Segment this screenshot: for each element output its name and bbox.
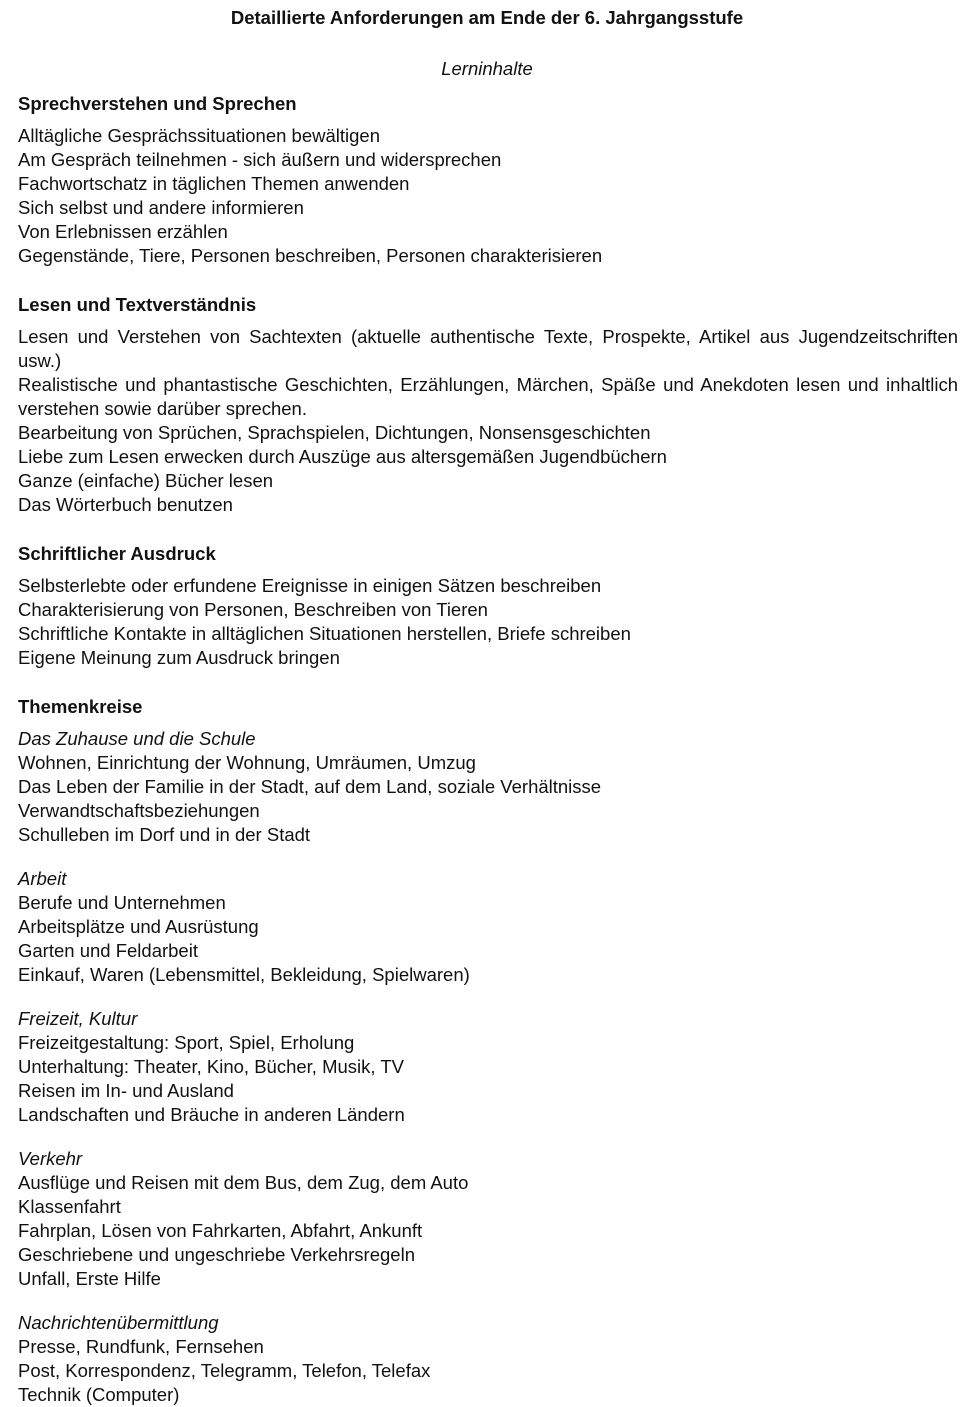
list-item: Sich selbst und andere informieren xyxy=(18,197,304,218)
list-item: Post, Korrespondenz, Telegramm, Telefon, Telefax xyxy=(18,1360,431,1381)
list-item: Ausflüge und Reisen mit dem Bus, dem Zug, dem Auto xyxy=(18,1172,469,1193)
list-item: Schriftliche Kontakte in alltäglichen Situationen herstellen, Briefe schreiben xyxy=(18,623,631,644)
theme-group-zuhause xyxy=(18,727,958,847)
theme-group-title: Nachrichtenübermittlung xyxy=(18,1312,219,1333)
list-item: Liebe zum Lesen erwecken durch Auszüge aus altersgemäßen Jugendbüchern xyxy=(18,446,667,467)
theme-group-title: Das Zuhause und die Schule xyxy=(18,728,256,749)
list-item: Presse, Rundfunk, Fernsehen xyxy=(18,1336,264,1357)
list-item: Klassenfahrt xyxy=(18,1196,121,1217)
theme-group-title: Freizeit, Kultur xyxy=(18,1008,138,1029)
list-item: Arbeitsplätze und Ausrüstung xyxy=(18,916,259,937)
section-themenkreise xyxy=(18,695,958,1407)
theme-group-verkehr xyxy=(18,1147,958,1291)
theme-group-title: Arbeit xyxy=(18,868,67,889)
section-sprechverstehen xyxy=(18,92,958,268)
list-item: Fahrplan, Lösen von Fahrkarten, Abfahrt, Ankunft xyxy=(18,1220,423,1241)
list-item: Schulleben im Dorf und in der Stadt xyxy=(18,824,311,845)
list-item: Technik (Computer) xyxy=(18,1384,180,1405)
document-subtitle: Lerninhalte xyxy=(441,58,533,79)
list-item: Realistische und phantastische Geschichten, Erzählungen, Märchen, Späße und Anekdoten lesen und inhaltlich verstehen sowie darüber sprechen. xyxy=(18,374,958,419)
list-item: Verwandtschaftsbeziehungen xyxy=(18,800,260,821)
list-item: Das Leben der Familie in der Stadt, auf dem Land, soziale Verhältnisse xyxy=(18,776,602,797)
list-item: Unterhaltung: Theater, Kino, Bücher, Musik, TV xyxy=(18,1056,404,1077)
list-item: Am Gespräch teilnehmen - sich äußern und widersprechen xyxy=(18,149,502,170)
list-item: Eigene Meinung zum Ausdruck bringen xyxy=(18,647,340,668)
list-item: Landschaften und Bräuche in anderen Ländern xyxy=(18,1104,405,1125)
list-item: Berufe und Unternehmen xyxy=(18,892,226,913)
list-item: Fachwortschatz in täglichen Themen anwenden xyxy=(18,173,410,194)
list-item: Gegenstände, Tiere, Personen beschreiben, Personen charakterisieren xyxy=(18,245,603,266)
list-item: Reisen im In- und Ausland xyxy=(18,1080,234,1101)
list-item: Charakterisierung von Personen, Beschreiben von Tieren xyxy=(18,599,488,620)
list-item: Alltägliche Gesprächssituationen bewältigen xyxy=(18,125,380,146)
list-item: Ganze (einfache) Bücher lesen xyxy=(18,470,274,491)
section-lesen xyxy=(18,293,958,517)
list-item: Das Wörterbuch benutzen xyxy=(18,494,233,515)
list-item: Wohnen, Einrichtung der Wohnung, Umräumen, Umzug xyxy=(18,752,476,773)
section-heading: Themenkreise xyxy=(18,696,143,717)
document-content xyxy=(18,92,958,1407)
list-item: Selbsterlebte oder erfundene Ereignisse in einigen Sätzen beschreiben xyxy=(18,575,602,596)
section-schriftlich xyxy=(18,542,958,670)
list-item: Lesen und Verstehen von Sachtexten (aktuelle authentische Texte, Prospekte, Artikel aus Jugendzeitschriften usw.) xyxy=(18,326,958,371)
theme-group-freizeit xyxy=(18,1007,958,1127)
document-title: Detaillierte Anforderungen am Ende der 6. Jahrgangsstufe xyxy=(230,7,744,28)
list-item: Freizeitgestaltung: Sport, Spiel, Erholung xyxy=(18,1032,355,1053)
section-heading: Sprechverstehen und Sprechen xyxy=(18,93,297,114)
section-heading: Schriftlicher Ausdruck xyxy=(18,543,216,564)
list-item: Bearbeitung von Sprüchen, Sprachspielen, Dichtungen, Nonsensgeschichten xyxy=(18,422,651,443)
list-item: Von Erlebnissen erzählen xyxy=(18,221,228,242)
theme-group-title: Verkehr xyxy=(18,1148,83,1169)
list-item: Unfall, Erste Hilfe xyxy=(18,1268,161,1289)
section-heading: Lesen und Textverständnis xyxy=(18,294,257,315)
list-item: Garten und Feldarbeit xyxy=(18,940,198,961)
theme-group-arbeit xyxy=(18,867,958,987)
list-item: Geschriebene und ungeschriebe Verkehrsregeln xyxy=(18,1244,415,1265)
theme-group-nachrichten xyxy=(18,1311,958,1407)
list-item: Einkauf, Waren (Lebensmittel, Bekleidung, Spielwaren) xyxy=(18,964,470,985)
